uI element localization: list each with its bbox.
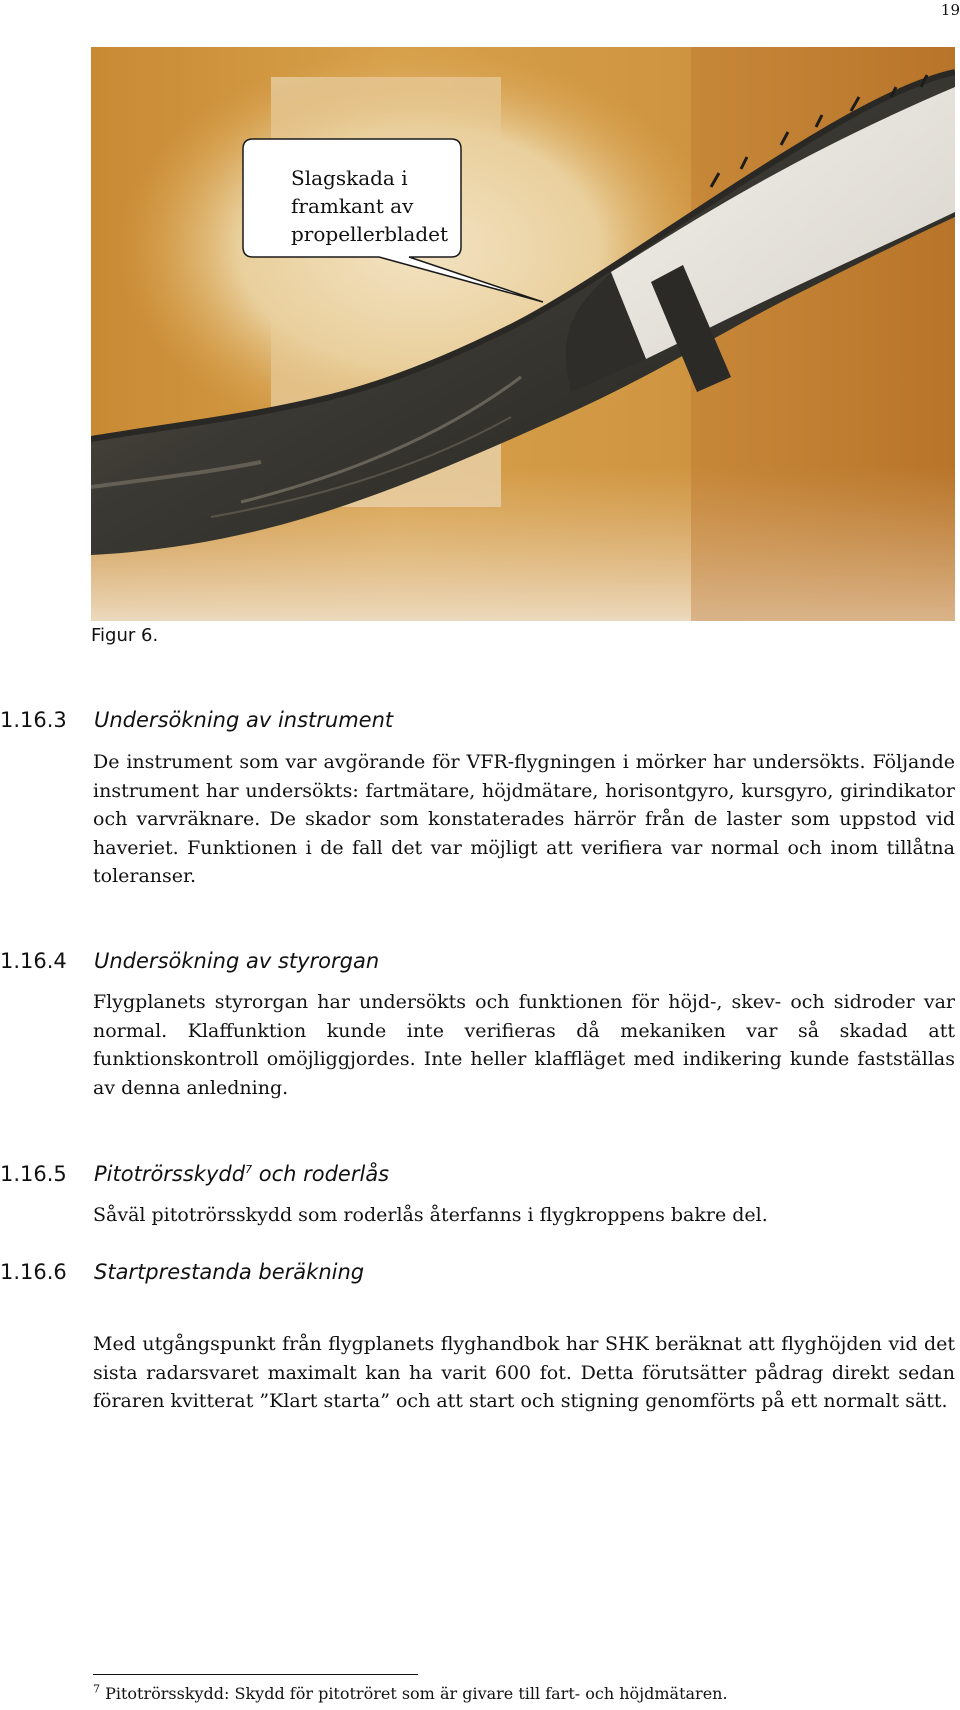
section-body-1-16-5: Såväl pitotrörsskydd som roderlås återfanns i flygkroppens bakre del.: [93, 1204, 768, 1226]
section-heading-1-16-6: [0, 1258, 364, 1286]
section-heading-1-16-4: [0, 947, 379, 975]
section-title: Pitotrörsskydd: [94, 1162, 246, 1186]
footnote-divider: [93, 1674, 418, 1675]
section-heading-1-16-3: [0, 706, 393, 734]
footnote-number: 7: [93, 1682, 100, 1696]
section-body-1-16-3: De instrument som var avgörande för VFR-flygningen i mörker har undersökts. Följande instrument har undersökts: fartmätare, höjdmätare, horisontgyro, kursgyro, girindikator och varvräknare. De skador som konstaterades härrör från de laster som uppstod vid haveriet. Funktionen i de fall det var möjligt att verifiera var normal och inom tillåtna toleranser.: [93, 751, 955, 888]
section-heading-1-16-5: [0, 1160, 389, 1188]
section-number: 1.16.5: [0, 1162, 67, 1186]
propeller-blade-photo: [91, 47, 955, 621]
section-number: 1.16.6: [0, 1260, 67, 1284]
section-title: Undersökning av instrument: [94, 708, 394, 732]
section-title: Undersökning av styrorgan: [94, 949, 380, 973]
section-title: Startprestanda beräkning: [94, 1260, 365, 1284]
figure-caption: Figur 6.: [91, 625, 159, 646]
footnote-text: Pitotrörsskydd: Skydd för pitotröret som är givare till fart- och höjdmätaren.: [105, 1684, 728, 1703]
section-body-1-16-6: Med utgångspunkt från flygplanets flyghandbok har SHK beräknat att flyghöjden vid det sista radarsvaret maximalt kan ha varit 600 fot. Detta förutsätter pådrag direkt sedan föraren kvitterat ”Klart starta” och att start och stigning genomförts på ett normalt sätt.: [93, 1333, 955, 1413]
page-number: 19: [940, 1, 960, 19]
section-number: 1.16.3: [0, 708, 67, 732]
callout-text: Slagskada i framkant av propellerbladet: [291, 166, 449, 246]
section-body-1-16-4: Flygplanets styrorgan har undersökts och funktionen för höjd-, skev- och sidroder var normal. Klaffunktion kunde inte verifieras då mekaniken var så skadad att funktionskontroll omöjliggjordes. Inte heller klaffläget med indikering kunde fastställas av denna anledning.: [93, 991, 955, 1099]
footnote: [93, 1683, 728, 1705]
section-number: 1.16.4: [0, 949, 67, 973]
section-title-suffix: och roderlås: [252, 1162, 390, 1186]
footnote-marker: 7: [245, 1163, 253, 1176]
